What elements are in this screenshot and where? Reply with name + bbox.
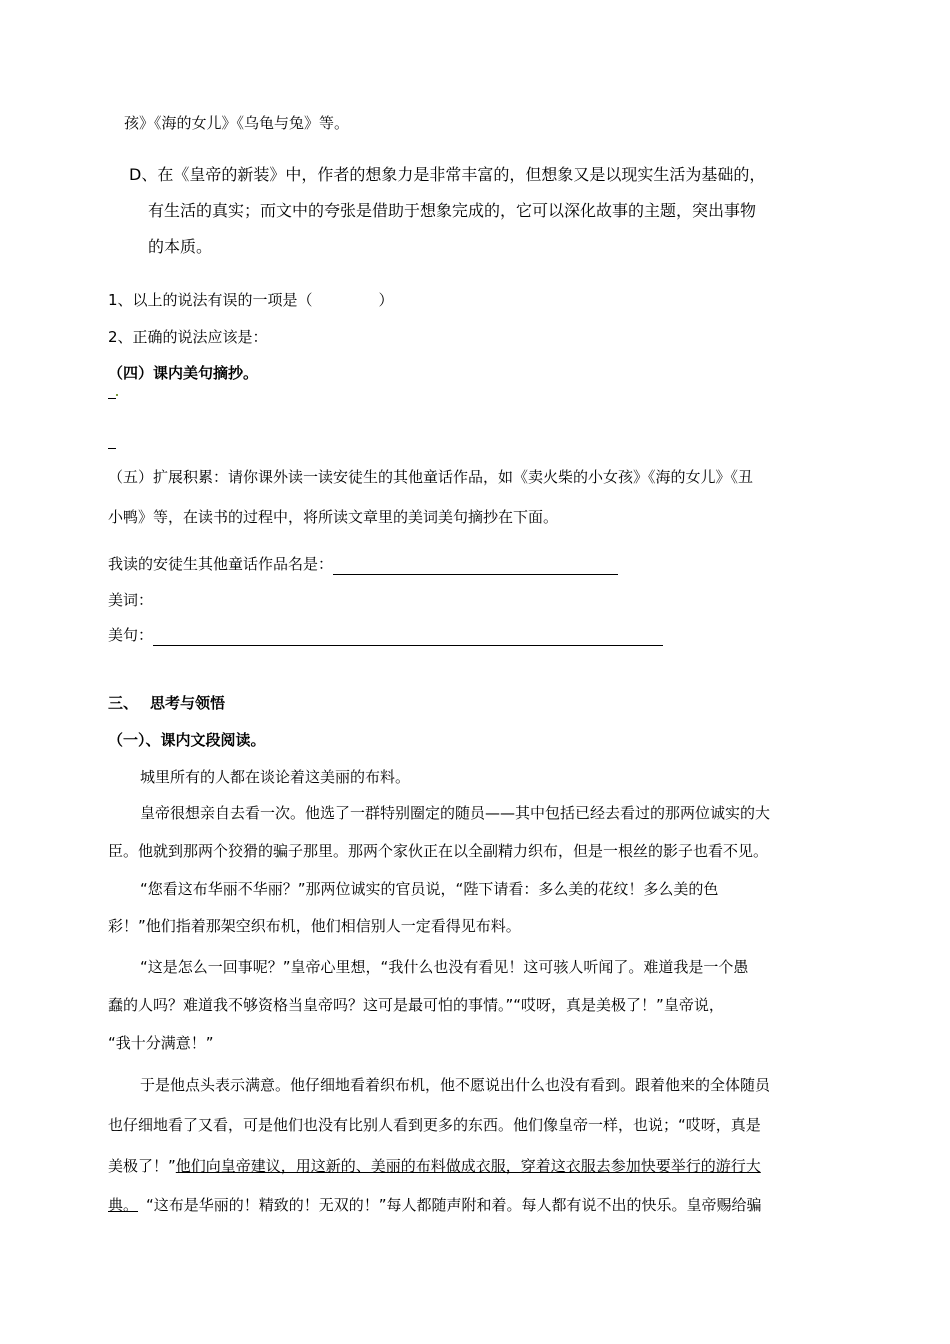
question-1-close: ） — [378, 291, 394, 309]
passage-p5-l4-underlined: 典。 — [108, 1196, 139, 1214]
section-5-line2: 小鸭》等，在读书的过程中，将所读文章里的美词美句摘抄在下面。 — [108, 508, 559, 526]
section-5-line1: （五）扩展积累：请你课外读一读安徒生的其他童话作品，如《卖火柴的小女孩》《海的女儿》《丑 — [108, 468, 754, 486]
passage-p5-l3-underlined: 他们向皇帝建议，用这新的、美丽的布料做成衣服，穿着这衣服去参加快要举行的游行大 — [175, 1157, 761, 1175]
passage-p5-l3 — [108, 1155, 761, 1177]
reading-heading: （一）、课内文段阅读。 — [108, 731, 266, 749]
passage-p5-l1: 于是他点头表示满意。他仔细地看着织布机，他不愿说出什么也没有看到。跟着他来的全体随员 — [140, 1076, 771, 1094]
option-d-line3: 的本质。 — [148, 237, 213, 256]
passage-p5-l4 — [108, 1194, 762, 1216]
passage-p3-l2: 彩！”他们指着那架空织布机，他们相信别人一定看得见布料。 — [108, 917, 521, 935]
sentences-field — [108, 624, 663, 646]
works-blank[interactable] — [333, 558, 618, 575]
passage-p4-l1: “这是怎么一回事呢？”皇帝心里想，“我什么也没有看见！这可骇人听闻了。难道我是一个愚 — [140, 958, 749, 976]
passage-p5-l2: 也仔细地看了又看，可是他们也没有比别人看到更多的东西。他们像皇帝一样，也说；“哎呀，真是 — [108, 1116, 761, 1134]
words-label: 美词： — [108, 591, 154, 609]
passage-p1: 城里所有的人都在谈论着这美丽的布料。 — [140, 768, 411, 786]
sentences-label: 美句： — [108, 626, 154, 644]
passage-p5-l4-plain: “这布是华丽的！精致的！无双的！”每人都随声附和着。每人都有说不出的快乐。皇帝赐给骗 — [146, 1196, 762, 1214]
sentences-blank[interactable] — [153, 629, 663, 646]
works-field — [108, 553, 618, 575]
part-3-heading — [108, 692, 225, 714]
section-4-heading: （四）课内美句摘抄。 — [108, 364, 259, 382]
option-d-line2: 有生活的真实；而文中的夸张是借助于想象完成的，它可以深化故事的主题，突出事物 — [148, 201, 757, 220]
passage-p3-l1: “您看这布华丽不华丽？”那两位诚实的官员说，“陛下请看：多么美的花纹！多么美的色 — [140, 880, 719, 898]
passage-p5-l3-plain: 美极了！” — [108, 1157, 176, 1175]
passage-p2-l1: 皇帝很想亲自去看一次。他选了一群特别圈定的随员——其中包括已经去看过的那两位诚实的大 — [140, 804, 771, 822]
answer-mark-1 — [108, 398, 116, 399]
part-3-title: 思考与领悟 — [150, 694, 226, 712]
question-2: 2、正确的说法应该是： — [108, 328, 268, 346]
passage-p4-l3: “我十分满意！” — [108, 1034, 214, 1052]
question-1-text: 1、以上的说法有误的一项是（ — [108, 291, 313, 309]
passage-p4-l2: 蠢的人吗？难道我不够资格当皇帝吗？这可是最可怕的事情。”“哎呀，真是美极了！”皇帝说， — [108, 996, 724, 1014]
works-label: 我读的安徒生其他童话作品名是： — [108, 555, 334, 573]
option-d-line1: D、在《皇帝的新装》中，作者的想象力是非常丰富的，但想象又是以现实生活为基础的， — [129, 165, 766, 184]
part-3-num: 三、 — [108, 694, 139, 712]
option-c-tail: 孩》《海的女儿》《乌龟与兔》等。 — [124, 114, 350, 132]
answer-dot — [116, 394, 118, 396]
passage-p2-l2: 臣。他就到那两个狡猾的骗子那里。那两个家伙正在以全副精力织布，但是一根丝的影子也看不见。 — [108, 842, 769, 860]
question-1 — [108, 289, 394, 311]
answer-mark-2 — [108, 448, 116, 449]
